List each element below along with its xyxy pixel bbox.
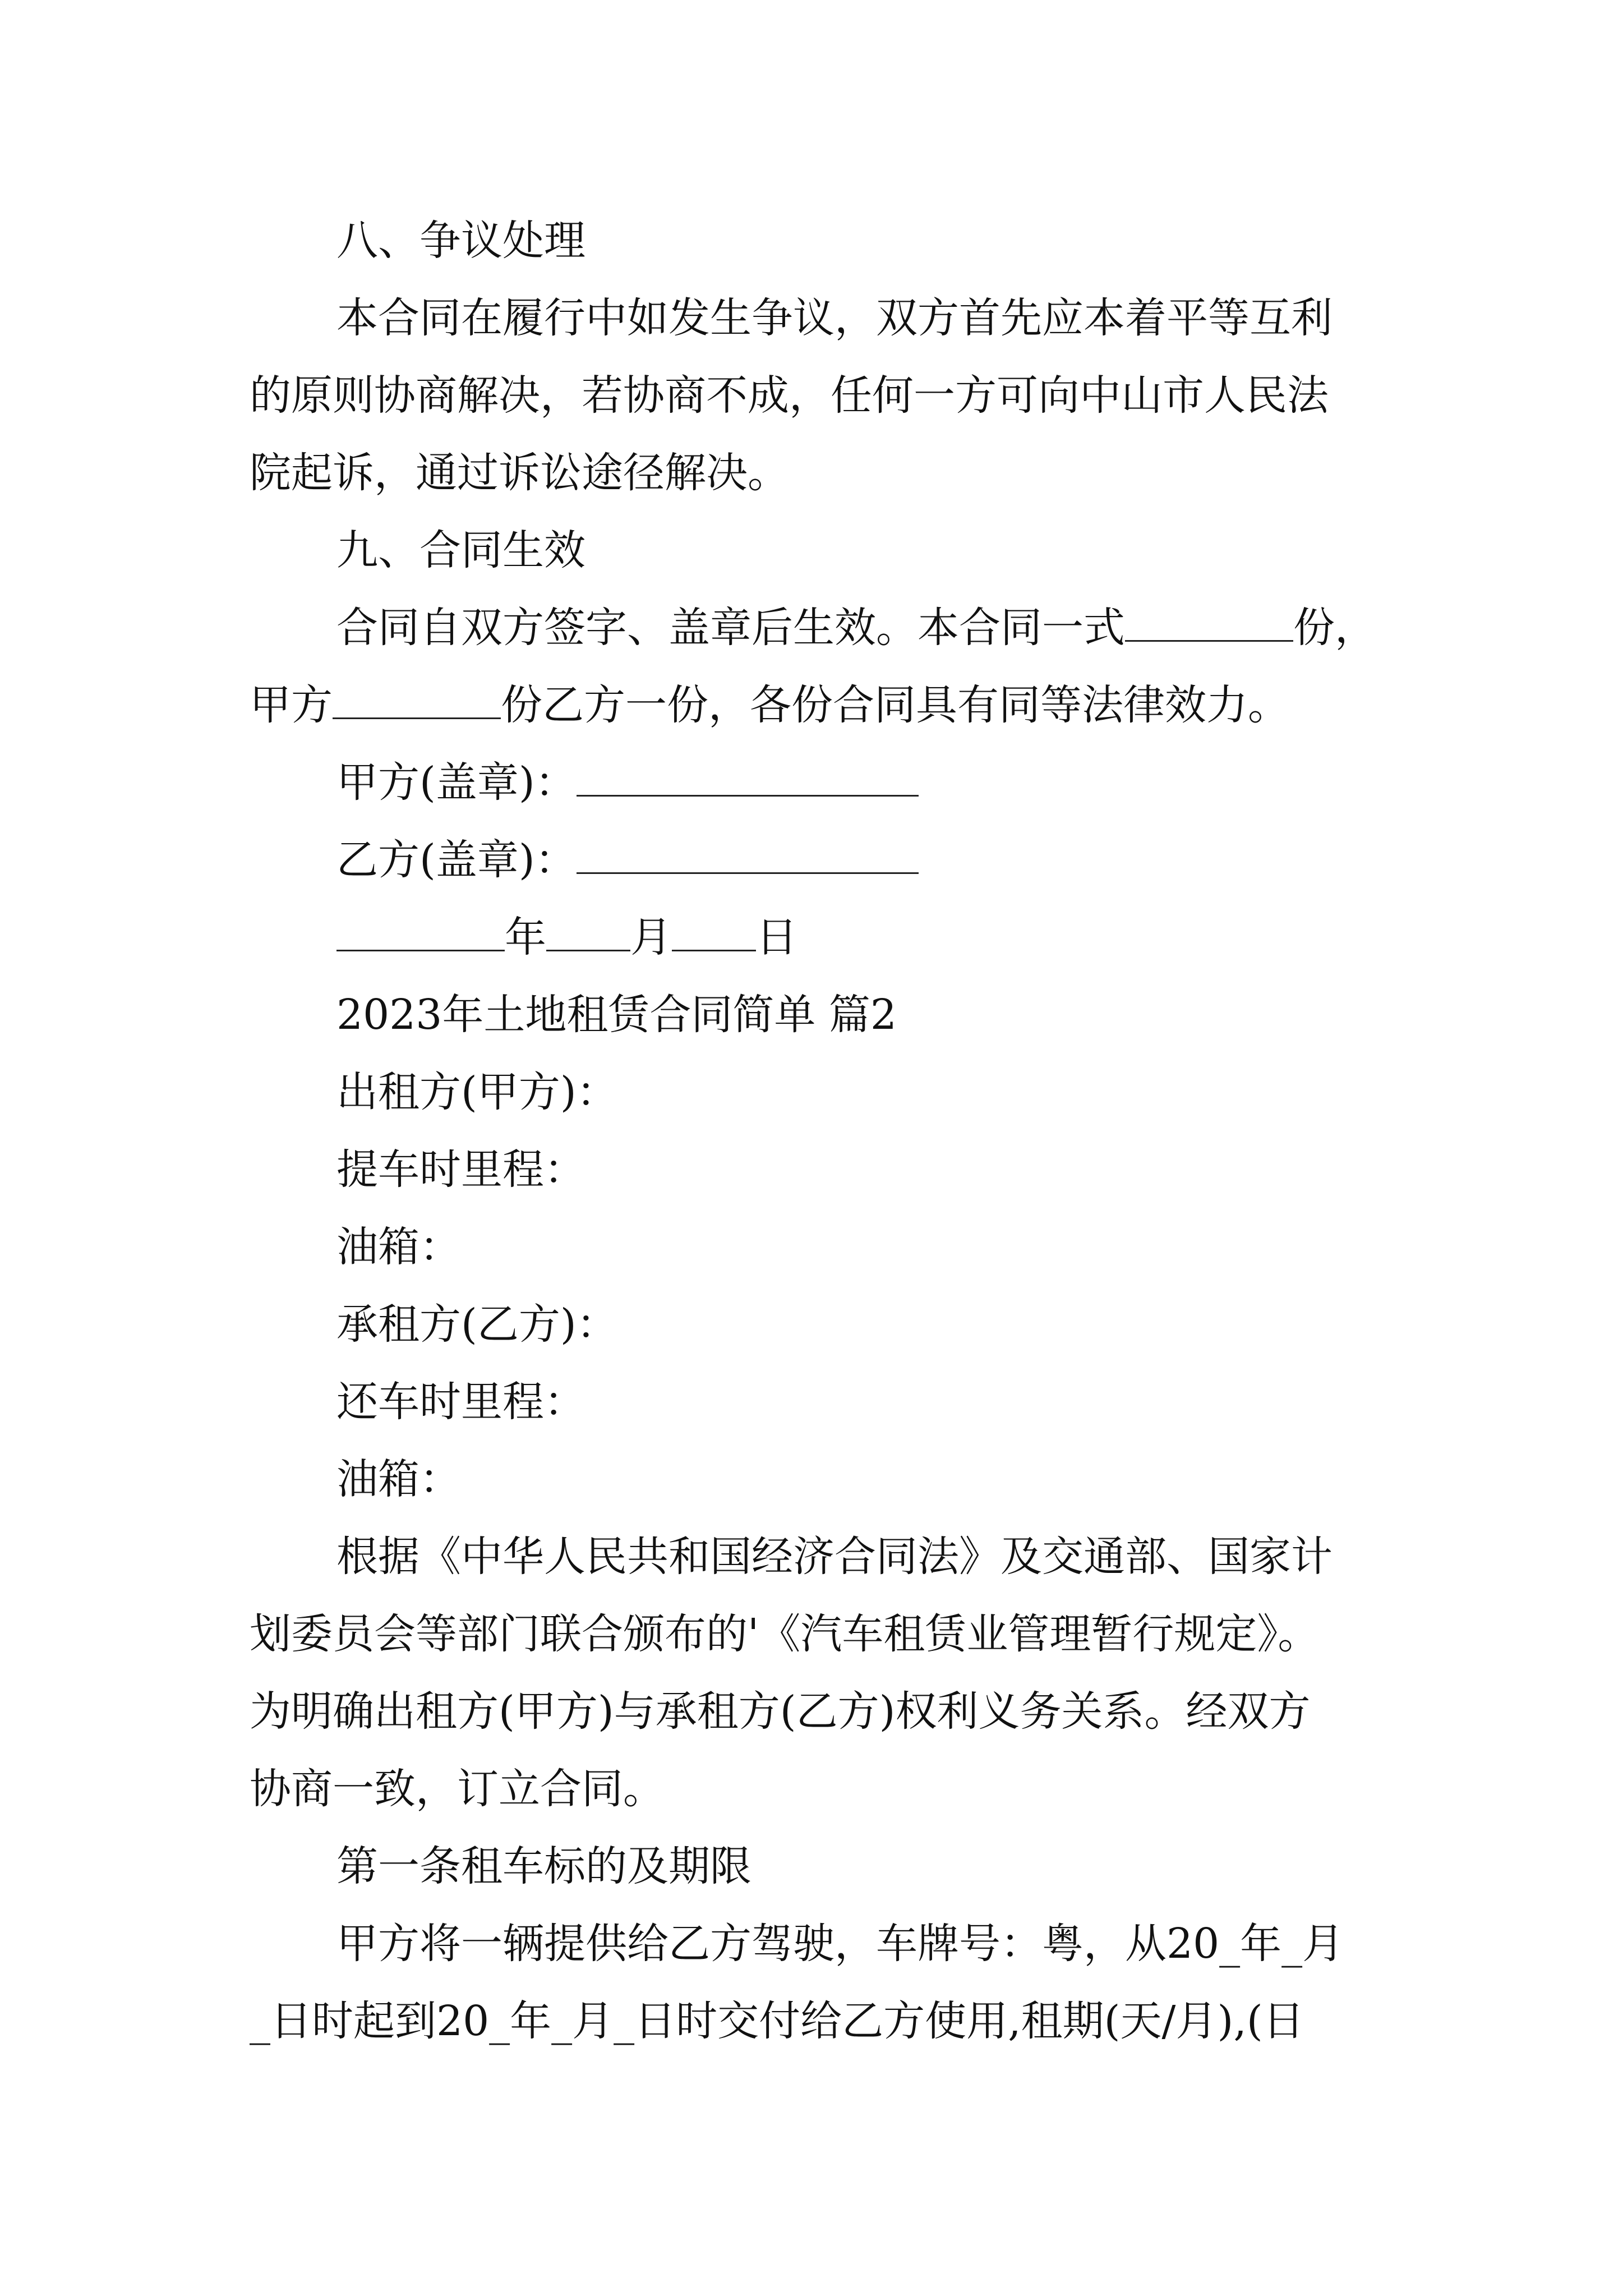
article-heading: 第一条租车标的及期限 [336,1842,751,1890]
date-line [336,912,1396,963]
signature-line-party-a [336,757,1396,808]
section-heading-effect: 九、合同生效 [336,526,585,574]
paragraph-text: 份乙方一份，各份合同具有同等法律效力。 [501,681,1289,729]
fill-in-blank[interactable] [1125,603,1293,642]
signature-blank[interactable] [577,758,919,797]
field-label: 提车时里程： [336,1145,585,1194]
paragraph-text: 合同自双方签字、盖章后生效。本合同一式 [336,604,1125,652]
field-label: 油箱： [336,1455,461,1503]
day-blank[interactable] [672,913,756,951]
year-blank[interactable] [336,913,505,951]
field-label: 承租方(乙方)： [336,1300,618,1349]
paragraph-line: 的原则协商解决，若协商不成，任何一方可向中山市人民法 [250,371,1329,420]
paragraph-line: 甲方将一辆提供给乙方驾驶，车牌号：粤，从20_年_月 [336,1920,1344,1968]
date-unit: 年 [505,913,546,961]
date-unit: 日 [756,913,797,961]
signature-label: 甲方(盖章)： [336,758,577,807]
document-title: 2023年土地租赁合同简单 篇2 [336,991,897,1039]
paragraph-line: 划委员会等部门联合颁布的'《汽车租赁业管理暂行规定》。 [250,1610,1320,1658]
paragraph-text: 甲方 [250,681,333,729]
paragraph-line: _日时起到20_年_月_日时交付给乙方使用,租期(天/月),(日 [250,1997,1304,2045]
paragraph-line: 为明确出租方(甲方)与承租方(乙方)权利义务关系。经双方 [250,1687,1311,1736]
field-label: 还车时里程： [336,1378,585,1426]
field-label: 油箱： [336,1223,461,1271]
paragraph-text: 份， [1293,604,1376,652]
paragraph-line: 根据《中华人民共和国经济合同法》及交通部、国家计 [336,1533,1332,1581]
signature-line-party-b [336,835,1396,885]
date-unit: 月 [630,913,672,961]
field-label: 出租方(甲方)： [336,1068,618,1116]
fill-in-blank[interactable] [333,680,501,719]
month-blank[interactable] [546,913,630,951]
signature-label: 乙方(盖章)： [336,836,577,884]
paragraph-line: 协商一致，订立合同。 [250,1765,665,1813]
paragraph-line [336,602,1396,653]
paragraph-line: 本合同在履行中如发生争议，双方首先应本着平等互利 [336,294,1332,342]
section-heading-dispute: 八、争议处理 [336,217,585,265]
paragraph-line [250,680,1394,730]
signature-blank[interactable] [577,835,919,874]
paragraph-line: 院起诉，通过诉讼途径解决。 [250,449,789,497]
